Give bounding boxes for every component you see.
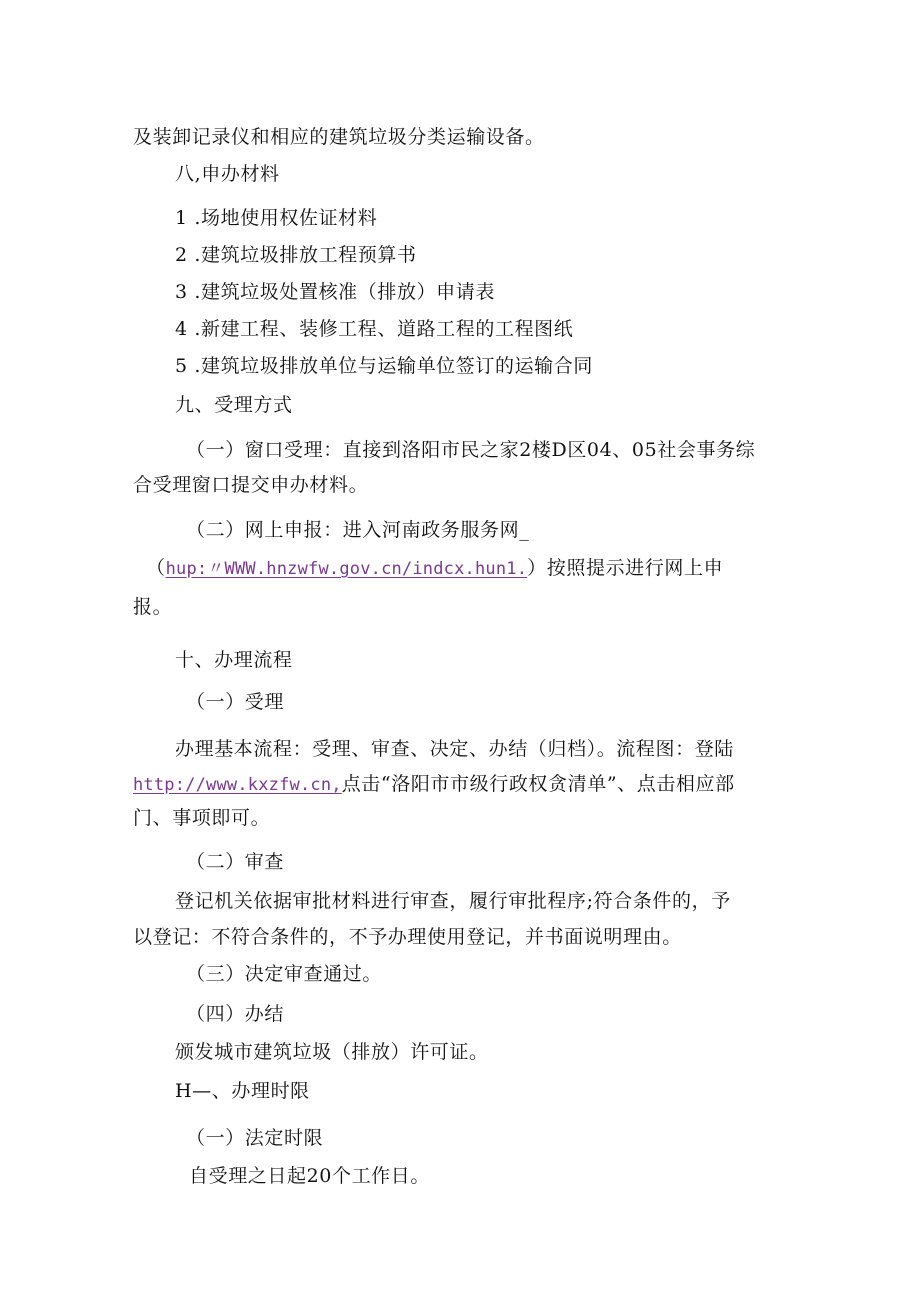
section-heading-9: 九、受理方式	[175, 394, 293, 416]
hnzwfw-link[interactable]: hup:〃WWW.hnzwfw.gov.cn/indcx.hun1.	[165, 559, 528, 579]
section-heading-11: H—、办理时限	[175, 1080, 310, 1102]
subsection-heading: （二）审查	[186, 851, 285, 873]
paragraph-line: 门、事项即可。	[133, 807, 271, 829]
paragraph-line-with-link	[146, 556, 723, 581]
paren-close-text: ）按照提示进行网上申	[527, 557, 724, 579]
subsection-heading: （一）法定时限	[186, 1127, 324, 1149]
subsection-heading: （三）决定审查通过。	[186, 963, 383, 985]
paragraph-line: 合受理窗口提交申办材料。	[133, 474, 369, 496]
paren-open: （	[146, 557, 166, 579]
paragraph-line: 报。	[133, 596, 173, 618]
paragraph-line-with-link	[133, 772, 735, 797]
paragraph-line: 以登记：不符合条件的，不予办理使用登记，并书面说明理由。	[133, 926, 682, 948]
paragraph-line: （二）网上申报：进入河南政务服务网_	[186, 519, 530, 541]
list-item: 1 .场地使用权佐证材料	[175, 207, 378, 229]
subsection-heading: （一）受理	[186, 691, 285, 713]
section-heading-8: 八,申办材料	[175, 163, 280, 185]
paragraph-line: （一）窗口受理：直接到洛阳市民之家2楼D区04、05社会事务综	[186, 439, 756, 461]
list-item: 2 .建筑垃圾排放工程预算书	[175, 244, 417, 266]
list-item: 3 .建筑垃圾处置核准（排放）申请表	[175, 281, 495, 303]
section-heading-10: 十、办理流程	[175, 649, 293, 671]
list-item: 5 .建筑垃圾排放单位与运输单位签订的运输合同	[175, 355, 593, 377]
list-item: 4 .新建工程、装修工程、道路工程的工程图纸	[175, 318, 574, 340]
link-followup-text: 点击“洛阳市市级行政权贪清单”、点击相应部	[341, 773, 735, 795]
kxzfw-link[interactable]: http://www.kxzfw.cn,	[133, 775, 342, 795]
paragraph-line: 颁发城市建筑垃圾（排放）许可证。	[175, 1041, 489, 1063]
subsection-heading: （四）办结	[186, 1003, 285, 1025]
paragraph-line: 自受理之日起20个工作日。	[189, 1165, 430, 1187]
paragraph-line: 登记机关依据审批材料进行审查，履行审批程序;符合条件的，予	[175, 890, 731, 912]
paragraph-line: 办理基本流程：受理、审查、决定、办结（归档）。流程图：登陆	[175, 738, 734, 760]
paragraph-continuation: 及装卸记录仪和相应的建筑垃圾分类运输设备。	[133, 126, 545, 148]
